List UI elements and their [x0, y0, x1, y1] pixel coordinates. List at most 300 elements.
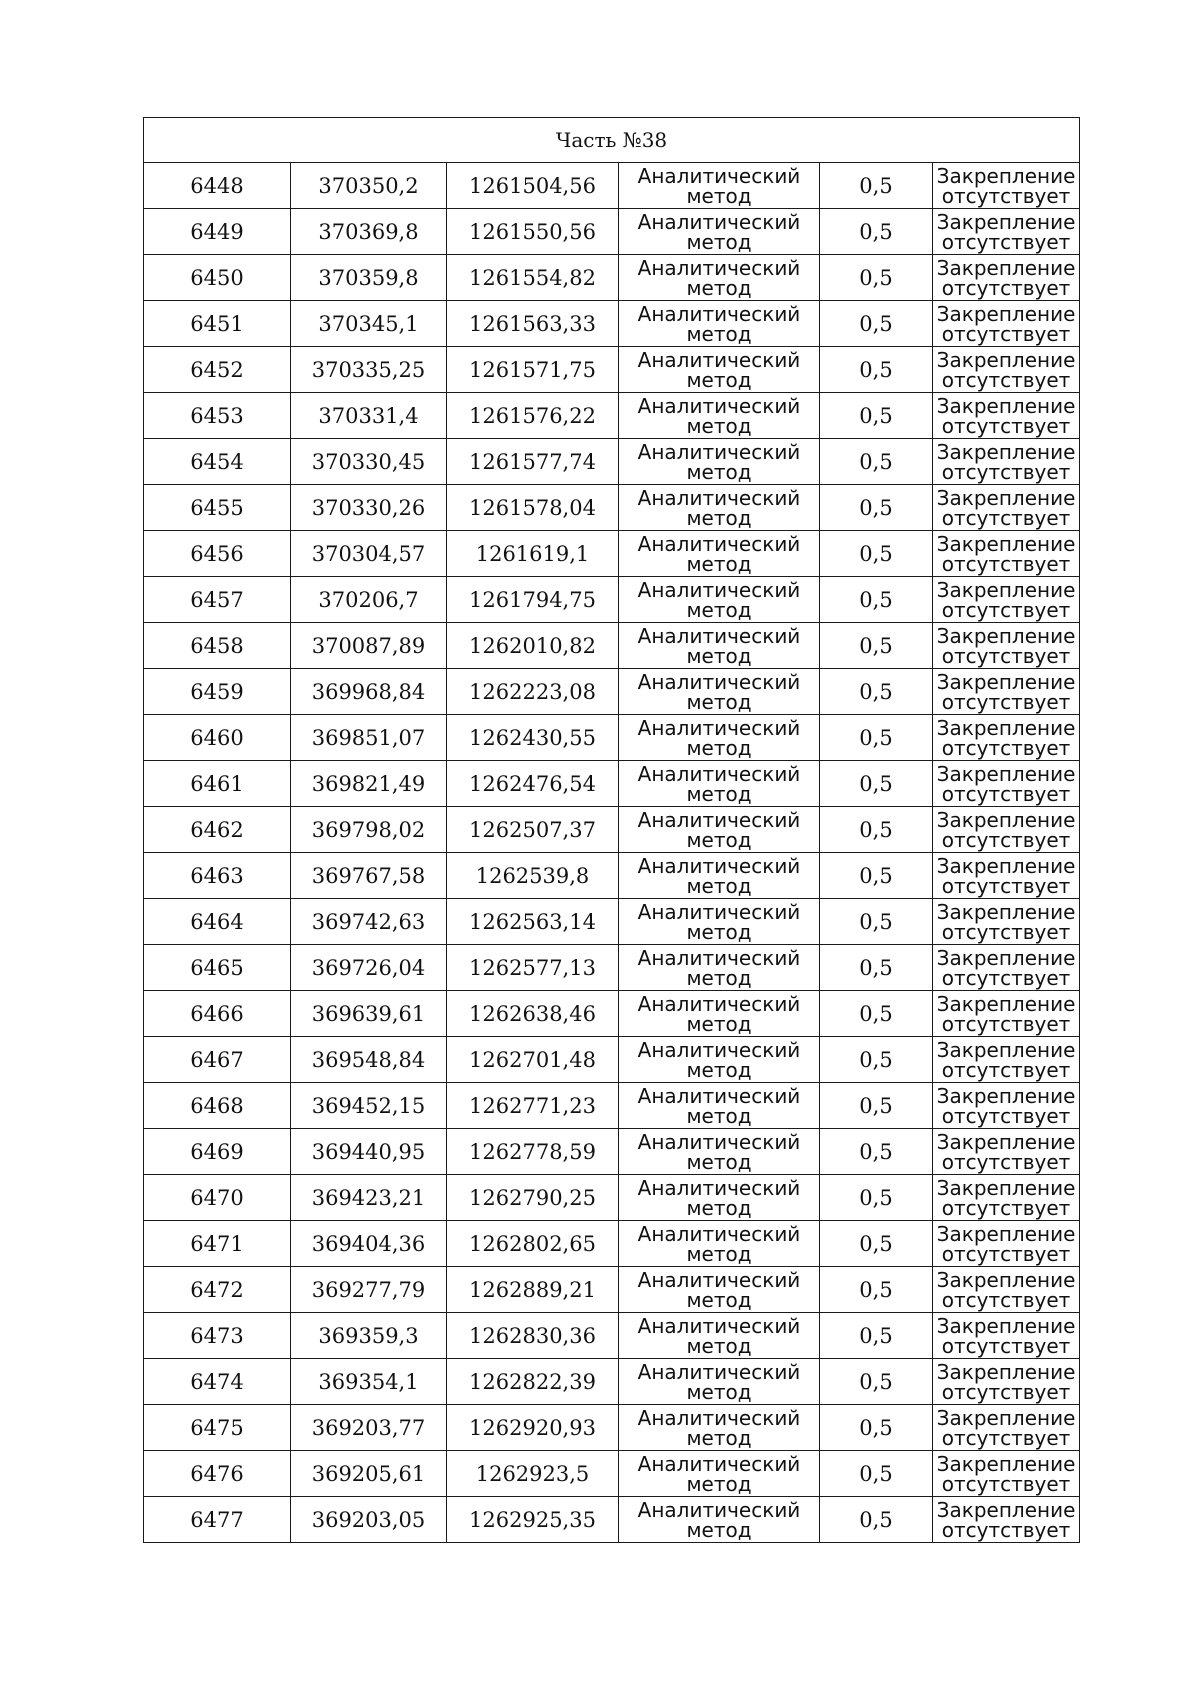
- method-text-line: метод: [686, 919, 752, 944]
- fixing-text-line: отсутствует: [941, 781, 1071, 806]
- accuracy-cell: 0,5: [820, 1359, 933, 1405]
- fixing-text-line: отсутствует: [941, 1103, 1071, 1128]
- accuracy-cell: 0,5: [820, 1037, 933, 1083]
- method-text-line: Аналитический: [637, 715, 801, 740]
- accuracy-cell: 0,5: [820, 1175, 933, 1221]
- fixing-cell: [933, 577, 1080, 623]
- x-coordinate-cell: 369423,21: [291, 1175, 447, 1221]
- table-row: [144, 1405, 1080, 1451]
- y-coordinate-cell: 1262830,36: [447, 1313, 619, 1359]
- fixing-cell: [933, 669, 1080, 715]
- y-coordinate-cell: 1262920,93: [447, 1405, 619, 1451]
- point-number-cell: 6470: [144, 1175, 291, 1221]
- fixing-text-line: Закрепление: [936, 807, 1076, 832]
- x-coordinate-cell: 369639,61: [291, 991, 447, 1037]
- y-coordinate-cell: 1262507,37: [447, 807, 619, 853]
- method-text-line: метод: [686, 1471, 752, 1496]
- fixing-text-line: Закрепление: [936, 1083, 1076, 1108]
- fixing-text-line: Закрепление: [936, 853, 1076, 878]
- point-number-cell: 6449: [144, 209, 291, 255]
- method-text-line: Аналитический: [637, 485, 801, 510]
- y-coordinate-cell: 1262822,39: [447, 1359, 619, 1405]
- method-cell: [619, 1451, 820, 1497]
- fixing-text-line: отсутствует: [941, 321, 1071, 346]
- table-row: [144, 255, 1080, 301]
- method-cell: [619, 623, 820, 669]
- fixing-text-line: отсутствует: [941, 643, 1071, 668]
- method-text-line: метод: [686, 643, 752, 668]
- table-row: [144, 715, 1080, 761]
- fixing-text-line: отсутствует: [941, 1241, 1071, 1266]
- fixing-text-line: Закрепление: [936, 255, 1076, 280]
- fixing-cell: [933, 1497, 1080, 1543]
- point-number-cell: 6458: [144, 623, 291, 669]
- fixing-cell: [933, 761, 1080, 807]
- fixing-text-line: Закрепление: [936, 301, 1076, 326]
- fixing-text-line: Закрепление: [936, 945, 1076, 970]
- x-coordinate-cell: 370206,7: [291, 577, 447, 623]
- method-cell: [619, 1267, 820, 1313]
- method-text-line: метод: [686, 735, 752, 760]
- method-text-line: Аналитический: [637, 1175, 801, 1200]
- fixing-cell: [933, 991, 1080, 1037]
- x-coordinate-cell: 369404,36: [291, 1221, 447, 1267]
- method-cell: [619, 853, 820, 899]
- y-coordinate-cell: 1262577,13: [447, 945, 619, 991]
- fixing-text-line: Закрепление: [936, 1037, 1076, 1062]
- method-cell: [619, 899, 820, 945]
- y-coordinate-cell: 1262889,21: [447, 1267, 619, 1313]
- y-coordinate-cell: 1262563,14: [447, 899, 619, 945]
- fixing-cell: [933, 853, 1080, 899]
- fixing-text-line: Закрепление: [936, 393, 1076, 418]
- method-cell: [619, 1221, 820, 1267]
- fixing-text-line: отсутствует: [941, 551, 1071, 576]
- accuracy-cell: 0,5: [820, 945, 933, 991]
- y-coordinate-cell: 1261554,82: [447, 255, 619, 301]
- y-coordinate-cell: 1262701,48: [447, 1037, 619, 1083]
- fixing-text-line: отсутствует: [941, 1517, 1071, 1542]
- accuracy-cell: 0,5: [820, 1129, 933, 1175]
- fixing-text-line: Закрепление: [936, 163, 1076, 188]
- fixing-cell: [933, 531, 1080, 577]
- fixing-cell: [933, 1175, 1080, 1221]
- x-coordinate-cell: 370359,8: [291, 255, 447, 301]
- fixing-cell: [933, 1267, 1080, 1313]
- method-text-line: Аналитический: [637, 1267, 801, 1292]
- accuracy-cell: 0,5: [820, 1083, 933, 1129]
- method-text-line: Аналитический: [637, 1497, 801, 1522]
- x-coordinate-cell: 369359,3: [291, 1313, 447, 1359]
- method-text-line: метод: [686, 413, 752, 438]
- accuracy-cell: 0,5: [820, 577, 933, 623]
- method-cell: [619, 531, 820, 577]
- method-text-line: Аналитический: [637, 1451, 801, 1476]
- y-coordinate-cell: 1262925,35: [447, 1497, 619, 1543]
- method-text-line: метод: [686, 965, 752, 990]
- x-coordinate-cell: 370350,2: [291, 163, 447, 209]
- method-text-line: Аналитический: [637, 623, 801, 648]
- point-number-cell: 6474: [144, 1359, 291, 1405]
- method-cell: [619, 163, 820, 209]
- fixing-cell: [933, 163, 1080, 209]
- method-text-line: Аналитический: [637, 577, 801, 602]
- point-number-cell: 6452: [144, 347, 291, 393]
- accuracy-cell: 0,5: [820, 163, 933, 209]
- point-number-cell: 6464: [144, 899, 291, 945]
- method-cell: [619, 1405, 820, 1451]
- fixing-text-line: Закрепление: [936, 1405, 1076, 1430]
- fixing-text-line: отсутствует: [941, 735, 1071, 760]
- fixing-cell: [933, 899, 1080, 945]
- y-coordinate-cell: 1261563,33: [447, 301, 619, 347]
- fixing-text-line: Закрепление: [936, 899, 1076, 924]
- fixing-text-line: Закрепление: [936, 1175, 1076, 1200]
- table-row: [144, 853, 1080, 899]
- method-text-line: Аналитический: [637, 807, 801, 832]
- fixing-text-line: Закрепление: [936, 623, 1076, 648]
- fixing-cell: [933, 623, 1080, 669]
- accuracy-cell: 0,5: [820, 623, 933, 669]
- table-body: [144, 118, 1080, 1543]
- x-coordinate-cell: 370331,4: [291, 393, 447, 439]
- fixing-text-line: отсутствует: [941, 183, 1071, 208]
- x-coordinate-cell: 370304,57: [291, 531, 447, 577]
- fixing-text-line: отсутствует: [941, 367, 1071, 392]
- fixing-text-line: отсутствует: [941, 597, 1071, 622]
- point-number-cell: 6472: [144, 1267, 291, 1313]
- fixing-cell: [933, 1313, 1080, 1359]
- method-cell: [619, 761, 820, 807]
- fixing-cell: [933, 301, 1080, 347]
- method-text-line: Аналитический: [637, 255, 801, 280]
- accuracy-cell: 0,5: [820, 1221, 933, 1267]
- fixing-text-line: отсутствует: [941, 459, 1071, 484]
- method-text-line: метод: [686, 229, 752, 254]
- method-text-line: Аналитический: [637, 1221, 801, 1246]
- accuracy-cell: 0,5: [820, 209, 933, 255]
- fixing-cell: [933, 807, 1080, 853]
- point-number-cell: 6457: [144, 577, 291, 623]
- accuracy-cell: 0,5: [820, 439, 933, 485]
- fixing-text-line: Закрепление: [936, 761, 1076, 786]
- fixing-cell: [933, 1359, 1080, 1405]
- fixing-cell: [933, 1405, 1080, 1451]
- table-row: [144, 439, 1080, 485]
- accuracy-cell: 0,5: [820, 1497, 933, 1543]
- table-row: [144, 577, 1080, 623]
- method-text-line: Аналитический: [637, 1129, 801, 1154]
- fixing-cell: [933, 347, 1080, 393]
- fixing-cell: [933, 945, 1080, 991]
- method-text-line: метод: [686, 1517, 752, 1542]
- point-number-cell: 6475: [144, 1405, 291, 1451]
- table-row: [144, 807, 1080, 853]
- point-number-cell: 6453: [144, 393, 291, 439]
- x-coordinate-cell: 369277,79: [291, 1267, 447, 1313]
- method-text-line: метод: [686, 873, 752, 898]
- point-number-cell: 6462: [144, 807, 291, 853]
- method-cell: [619, 991, 820, 1037]
- fixing-cell: [933, 485, 1080, 531]
- point-number-cell: 6469: [144, 1129, 291, 1175]
- x-coordinate-cell: 369726,04: [291, 945, 447, 991]
- method-cell: [619, 669, 820, 715]
- method-text-line: Аналитический: [637, 209, 801, 234]
- accuracy-cell: 0,5: [820, 761, 933, 807]
- fixing-text-line: отсутствует: [941, 1471, 1071, 1496]
- method-text-line: метод: [686, 1149, 752, 1174]
- method-cell: [619, 393, 820, 439]
- y-coordinate-cell: 1261619,1: [447, 531, 619, 577]
- x-coordinate-cell: 369821,49: [291, 761, 447, 807]
- accuracy-cell: 0,5: [820, 899, 933, 945]
- fixing-text-line: Закрепление: [936, 209, 1076, 234]
- accuracy-cell: 0,5: [820, 347, 933, 393]
- method-text-line: метод: [686, 275, 752, 300]
- fixing-text-line: Закрепление: [936, 1129, 1076, 1154]
- method-cell: [619, 1497, 820, 1543]
- fixing-text-line: Закрепление: [936, 1451, 1076, 1476]
- y-coordinate-cell: 1261576,22: [447, 393, 619, 439]
- fixing-text-line: отсутствует: [941, 1333, 1071, 1358]
- y-coordinate-cell: 1262223,08: [447, 669, 619, 715]
- fixing-text-line: Закрепление: [936, 1359, 1076, 1384]
- x-coordinate-cell: 370087,89: [291, 623, 447, 669]
- fixing-text-line: отсутствует: [941, 1149, 1071, 1174]
- fixing-cell: [933, 209, 1080, 255]
- fixing-text-line: отсутствует: [941, 1057, 1071, 1082]
- method-text-line: Аналитический: [637, 347, 801, 372]
- accuracy-cell: 0,5: [820, 301, 933, 347]
- y-coordinate-cell: 1261578,04: [447, 485, 619, 531]
- method-cell: [619, 485, 820, 531]
- table-row: [144, 1497, 1080, 1543]
- method-text-line: Аналитический: [637, 991, 801, 1016]
- method-text-line: Аналитический: [637, 1359, 801, 1384]
- table-row: [144, 393, 1080, 439]
- fixing-text-line: Закрепление: [936, 347, 1076, 372]
- point-number-cell: 6451: [144, 301, 291, 347]
- table-row: [144, 669, 1080, 715]
- x-coordinate-cell: 369440,95: [291, 1129, 447, 1175]
- accuracy-cell: 0,5: [820, 669, 933, 715]
- x-coordinate-cell: 369354,1: [291, 1359, 447, 1405]
- method-text-line: Аналитический: [637, 761, 801, 786]
- fixing-cell: [933, 393, 1080, 439]
- fixing-cell: [933, 255, 1080, 301]
- x-coordinate-cell: 369205,61: [291, 1451, 447, 1497]
- method-text-line: Аналитический: [637, 945, 801, 970]
- fixing-text-line: Закрепление: [936, 1313, 1076, 1338]
- point-number-cell: 6471: [144, 1221, 291, 1267]
- part-header-row: [144, 118, 1080, 163]
- table-row: [144, 1267, 1080, 1313]
- table-row: [144, 347, 1080, 393]
- table-row: [144, 531, 1080, 577]
- method-text-line: метод: [686, 1333, 752, 1358]
- y-coordinate-cell: 1262539,8: [447, 853, 619, 899]
- fixing-text-line: Закрепление: [936, 715, 1076, 740]
- fixing-text-line: отсутствует: [941, 1195, 1071, 1220]
- x-coordinate-cell: 370345,1: [291, 301, 447, 347]
- x-coordinate-cell: 369851,07: [291, 715, 447, 761]
- method-text-line: метод: [686, 183, 752, 208]
- accuracy-cell: 0,5: [820, 1267, 933, 1313]
- accuracy-cell: 0,5: [820, 715, 933, 761]
- method-cell: [619, 301, 820, 347]
- accuracy-cell: 0,5: [820, 853, 933, 899]
- method-text-line: Аналитический: [637, 853, 801, 878]
- method-cell: [619, 255, 820, 301]
- table-row: [144, 485, 1080, 531]
- table-row: [144, 209, 1080, 255]
- method-text-line: Аналитический: [637, 439, 801, 464]
- point-number-cell: 6450: [144, 255, 291, 301]
- point-number-cell: 6454: [144, 439, 291, 485]
- y-coordinate-cell: 1261550,56: [447, 209, 619, 255]
- point-number-cell: 6459: [144, 669, 291, 715]
- method-cell: [619, 577, 820, 623]
- method-text-line: Аналитический: [637, 393, 801, 418]
- point-number-cell: 6460: [144, 715, 291, 761]
- method-cell: [619, 209, 820, 255]
- method-text-line: метод: [686, 1425, 752, 1450]
- y-coordinate-cell: 1261794,75: [447, 577, 619, 623]
- method-text-line: метод: [686, 689, 752, 714]
- method-text-line: Аналитический: [637, 1405, 801, 1430]
- method-text-line: Аналитический: [637, 531, 801, 556]
- method-text-line: метод: [686, 321, 752, 346]
- fixing-text-line: отсутствует: [941, 1379, 1071, 1404]
- point-number-cell: 6473: [144, 1313, 291, 1359]
- method-text-line: метод: [686, 1057, 752, 1082]
- part-title: Часть №38: [144, 118, 1080, 163]
- y-coordinate-cell: 1262790,25: [447, 1175, 619, 1221]
- x-coordinate-cell: 369548,84: [291, 1037, 447, 1083]
- table-row: [144, 1451, 1080, 1497]
- method-cell: [619, 807, 820, 853]
- method-cell: [619, 1175, 820, 1221]
- x-coordinate-cell: 370369,8: [291, 209, 447, 255]
- x-coordinate-cell: 369742,63: [291, 899, 447, 945]
- point-number-cell: 6465: [144, 945, 291, 991]
- point-number-cell: 6476: [144, 1451, 291, 1497]
- point-number-cell: 6467: [144, 1037, 291, 1083]
- point-number-cell: 6468: [144, 1083, 291, 1129]
- point-number-cell: 6463: [144, 853, 291, 899]
- y-coordinate-cell: 1262771,23: [447, 1083, 619, 1129]
- point-number-cell: 6477: [144, 1497, 291, 1543]
- method-text-line: Аналитический: [637, 1037, 801, 1062]
- fixing-cell: [933, 439, 1080, 485]
- table-row: [144, 991, 1080, 1037]
- y-coordinate-cell: 1262638,46: [447, 991, 619, 1037]
- x-coordinate-cell: 370330,45: [291, 439, 447, 485]
- fixing-text-line: Закрепление: [936, 1221, 1076, 1246]
- method-cell: [619, 439, 820, 485]
- accuracy-cell: 0,5: [820, 255, 933, 301]
- method-text-line: метод: [686, 1195, 752, 1220]
- table-row: [144, 945, 1080, 991]
- method-text-line: Аналитический: [637, 1083, 801, 1108]
- table-row: [144, 1359, 1080, 1405]
- x-coordinate-cell: 369452,15: [291, 1083, 447, 1129]
- method-text-line: метод: [686, 827, 752, 852]
- accuracy-cell: 0,5: [820, 485, 933, 531]
- method-text-line: метод: [686, 505, 752, 530]
- x-coordinate-cell: 369767,58: [291, 853, 447, 899]
- method-cell: [619, 1129, 820, 1175]
- y-coordinate-cell: 1262430,55: [447, 715, 619, 761]
- fixing-text-line: отсутствует: [941, 505, 1071, 530]
- accuracy-cell: 0,5: [820, 991, 933, 1037]
- method-text-line: метод: [686, 781, 752, 806]
- fixing-text-line: отсутствует: [941, 873, 1071, 898]
- method-text-line: Аналитический: [637, 163, 801, 188]
- point-number-cell: 6448: [144, 163, 291, 209]
- x-coordinate-cell: 369203,05: [291, 1497, 447, 1543]
- fixing-cell: [933, 1083, 1080, 1129]
- accuracy-cell: 0,5: [820, 807, 933, 853]
- x-coordinate-cell: 369968,84: [291, 669, 447, 715]
- method-text-line: метод: [686, 551, 752, 576]
- fixing-text-line: отсутствует: [941, 965, 1071, 990]
- fixing-text-line: отсутствует: [941, 275, 1071, 300]
- fixing-cell: [933, 715, 1080, 761]
- method-text-line: метод: [686, 1011, 752, 1036]
- y-coordinate-cell: 1261504,56: [447, 163, 619, 209]
- fixing-text-line: Закрепление: [936, 1497, 1076, 1522]
- fixing-text-line: Закрепление: [936, 439, 1076, 464]
- method-text-line: Аналитический: [637, 669, 801, 694]
- coordinates-table: [143, 117, 1080, 1543]
- fixing-cell: [933, 1037, 1080, 1083]
- fixing-text-line: Закрепление: [936, 669, 1076, 694]
- accuracy-cell: 0,5: [820, 531, 933, 577]
- fixing-text-line: отсутствует: [941, 229, 1071, 254]
- method-cell: [619, 945, 820, 991]
- fixing-cell: [933, 1221, 1080, 1267]
- method-text-line: метод: [686, 1379, 752, 1404]
- table-row: [144, 1129, 1080, 1175]
- fixing-text-line: Закрепление: [936, 1267, 1076, 1292]
- accuracy-cell: 0,5: [820, 393, 933, 439]
- point-number-cell: 6466: [144, 991, 291, 1037]
- x-coordinate-cell: 370335,25: [291, 347, 447, 393]
- x-coordinate-cell: 369203,77: [291, 1405, 447, 1451]
- fixing-text-line: отсутствует: [941, 919, 1071, 944]
- method-cell: [619, 1037, 820, 1083]
- fixing-text-line: отсутствует: [941, 1425, 1071, 1450]
- method-text-line: Аналитический: [637, 1313, 801, 1338]
- point-number-cell: 6456: [144, 531, 291, 577]
- method-text-line: метод: [686, 1287, 752, 1312]
- method-cell: [619, 715, 820, 761]
- table-row: [144, 301, 1080, 347]
- y-coordinate-cell: 1262476,54: [447, 761, 619, 807]
- fixing-cell: [933, 1129, 1080, 1175]
- y-coordinate-cell: 1262778,59: [447, 1129, 619, 1175]
- y-coordinate-cell: 1262010,82: [447, 623, 619, 669]
- method-cell: [619, 347, 820, 393]
- fixing-text-line: отсутствует: [941, 689, 1071, 714]
- table-row: [144, 623, 1080, 669]
- fixing-text-line: отсутствует: [941, 827, 1071, 852]
- method-cell: [619, 1083, 820, 1129]
- method-text-line: метод: [686, 1103, 752, 1128]
- table-row: [144, 899, 1080, 945]
